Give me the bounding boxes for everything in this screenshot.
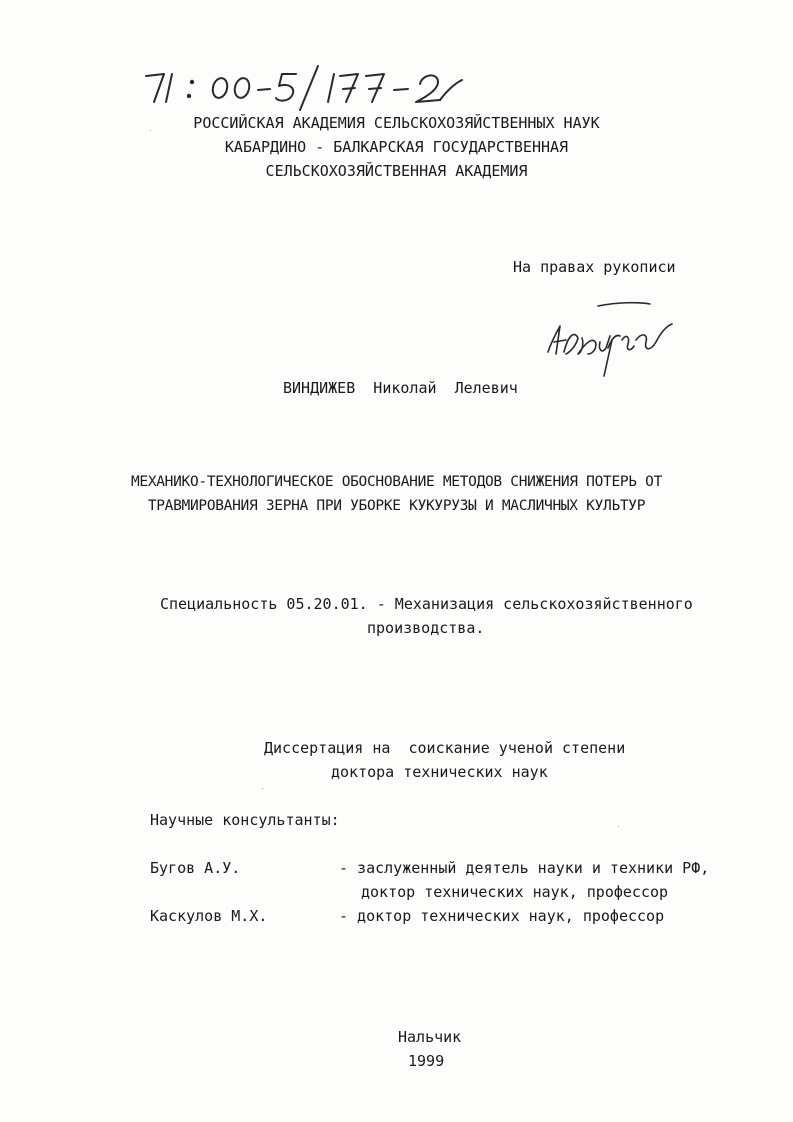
- consultant-2-name: Каскулов М.Х.: [150, 907, 268, 925]
- institution-line-3: СЕЛЬСКОХОЗЯЙСТВЕННАЯ АКАДЕМИЯ: [265, 162, 528, 180]
- consultant-2-desc-line-1: - доктор технических наук, профессор: [339, 907, 665, 925]
- dissertation-title-line-1: МЕХАНИКО-ТЕХНОЛОГИЧЕСКОЕ ОБОСНОВАНИЕ МЕТОДОВ СНИЖЕНИЯ ПОТЕРЬ ОТ: [130, 474, 663, 490]
- city: Нальчик: [398, 1028, 462, 1046]
- institution-line-1: РОССИЙСКАЯ АКАДЕМИЯ СЕЛЬСКОХОЗЯЙСТВЕННЫХ НАУК: [193, 114, 600, 132]
- signature: [538, 296, 688, 380]
- degree-line-2: доктора технических наук: [331, 763, 548, 781]
- degree-line-1: Диссертация на соискание ученой степени: [264, 739, 626, 757]
- dissertation-title-line-2: ТРАВМИРОВАНИЯ ЗЕРНА ПРИ УБОРКЕ КУКУРУЗЫ И МАСЛИЧНЫХ КУЛЬТУР: [147, 498, 646, 514]
- consultant-1-desc-line-2: доктор технических наук, профессор: [361, 883, 669, 901]
- specialty-line-2: производства.: [367, 619, 485, 637]
- archive-number-handwritten: [140, 62, 470, 112]
- author-name: ВИНДИЖЕВ Николай Лелевич: [283, 379, 518, 397]
- year: 1999: [408, 1052, 445, 1070]
- scan-speck: [262, 788, 263, 789]
- scan-speck: [150, 130, 151, 131]
- consultant-1-desc-line-1: - заслуженный деятель науки и техники РФ,: [339, 859, 710, 877]
- consultants-heading: Научные консультанты:: [150, 811, 340, 829]
- specialty-line-1: Специальность 05.20.01. - Механизация сельскохозяйственного: [160, 595, 693, 613]
- institution-line-2: КАБАРДИНО - БАЛКАРСКАЯ ГОСУДАРСТВЕННАЯ: [224, 138, 569, 156]
- scan-speck: [618, 826, 619, 827]
- rights-note: На правах рукописи: [513, 258, 676, 276]
- consultant-1-name: Бугов А.У.: [150, 859, 241, 877]
